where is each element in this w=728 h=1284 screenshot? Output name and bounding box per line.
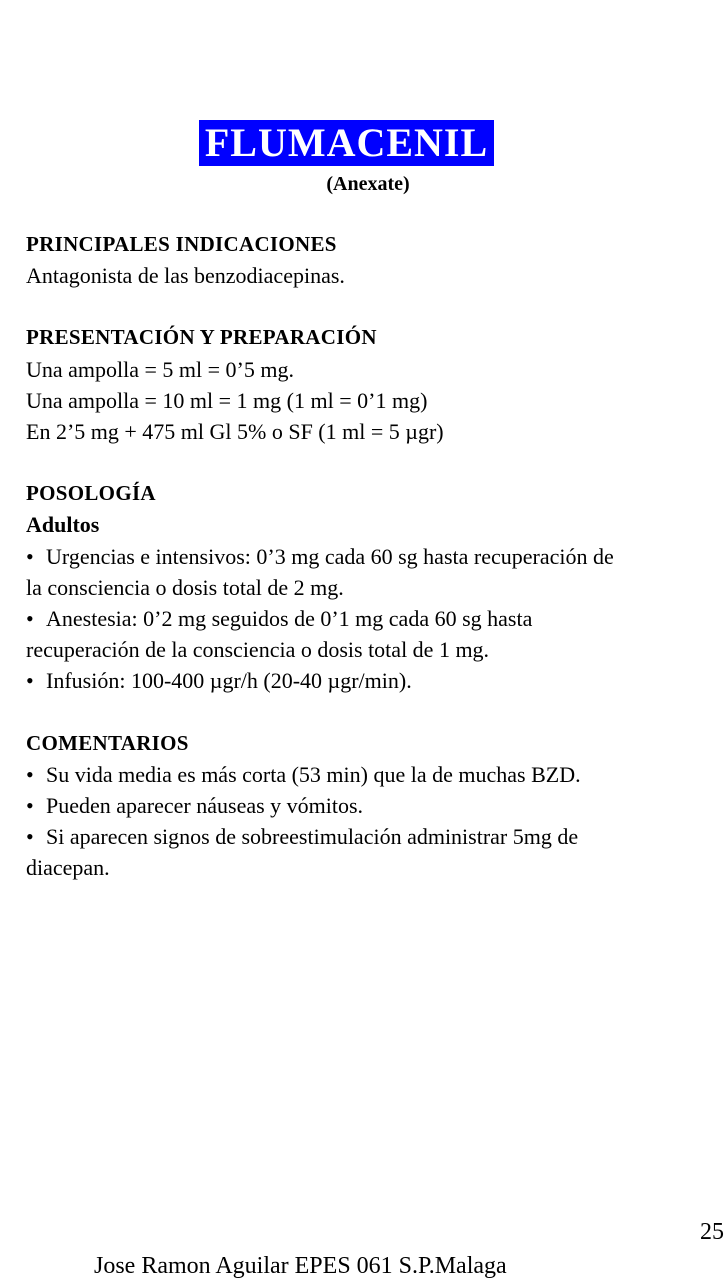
title-container [0,120,728,166]
posology-bullet-item [26,541,728,572]
document-body [26,229,728,884]
indications-heading: PRINCIPALES INDICACIONES [26,232,337,256]
page-title: FLUMACENIL [199,120,494,166]
bullet-continuation: diacepan. [26,855,110,881]
adults-subheading: Adultos [26,512,100,538]
posology-bullet-item [26,665,728,696]
comments-bullet-item [26,790,728,821]
bullet-text: Urgencias e intensivos: 0’3 mg cada 60 sg hasta recuperación de [46,543,614,569]
bullet-icon: • [26,824,34,850]
posology-heading: POSOLOGÍA [26,481,156,506]
comments-bullet-item [26,759,728,790]
bullet-continuation: la consciencia o dosis total de 2 mg. [26,574,344,600]
presentation-line: Una ampolla = 10 ml = 1 mg (1 ml = 0’1 mg) [26,387,428,413]
posology-bullet-item [26,603,728,634]
footer-credit: Jose Ramon Aguilar EPES 061 S.P.Malaga [94,1253,507,1279]
presentation-line: En 2’5 mg + 475 ml Gl 5% o SF (1 ml = 5 µgr) [26,419,444,445]
bullet-icon: • [26,793,34,819]
indications-text: Antagonista de las benzodiacepinas. [26,263,345,289]
bullet-text: Anestesia: 0’2 mg seguidos de 0’1 mg cada 60 sg hasta [46,606,533,632]
bullet-icon: • [26,668,34,694]
bullet-icon: • [26,543,34,569]
section-spacer [26,697,728,728]
bullet-icon: • [26,761,34,787]
section-spacer [26,447,728,478]
bullet-text: Infusión: 100-400 µgr/h (20-40 µgr/min). [46,668,412,694]
bullet-icon: • [26,606,34,632]
bullet-continuation: recuperación de la consciencia o dosis total de 1 mg. [26,637,490,663]
presentation-line: Una ampolla = 5 ml = 0’5 mg. [26,356,294,382]
comments-heading: COMENTARIOS [26,730,189,755]
section-spacer [26,291,728,322]
comments-bullet-item [26,821,728,852]
bullet-text: Si aparecen signos de sobreestimulación administrar 5mg de [46,824,579,850]
bullet-text: Pueden aparecer náuseas y vómitos. [46,793,364,819]
page-number: 25 [700,1219,724,1245]
page-subtitle [0,172,728,196]
brand-name: (Anexate) [326,173,410,195]
bullet-text: Su vida media es más corta (53 min) que la de muchas BZD. [46,761,581,787]
presentation-heading: PRESENTACIÓN Y PREPARACIÓN [26,325,377,350]
